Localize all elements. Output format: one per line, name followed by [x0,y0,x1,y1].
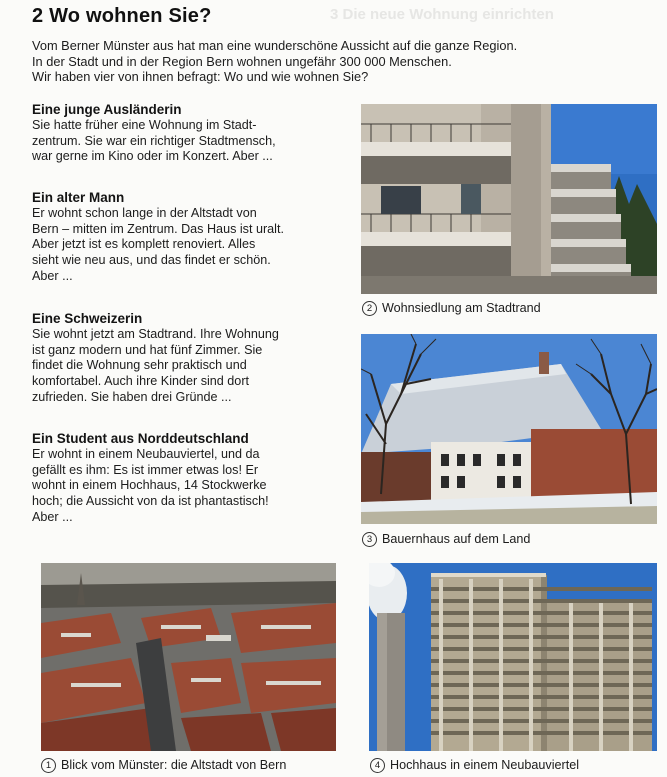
bleed-through-heading: 3 Die neue Wohnung einrichten [330,6,554,23]
section-junge-auslaenderin [32,102,332,165]
section-line: Sie hatte früher eine Wohnung im Stadt- [32,118,257,132]
section-heading: Ein alter Mann [32,190,125,205]
section-line: war gerne im Kino oder im Konzert. Aber ... [32,149,273,164]
caption-text: Wohnsiedlung am Stadtrand [382,301,541,315]
photo-altstadt-bern [41,563,336,751]
photo-wohnsiedlung [361,104,657,294]
caption-text: Blick vom Münster: die Altstadt von Bern [61,758,287,772]
page-title: 2 Wo wohnen Sie? [32,5,212,27]
section-schweizerin [32,311,332,406]
photo-hochhaus [369,563,657,751]
photo-caption [362,300,541,316]
section-heading: Ein Student aus Norddeutschland [32,431,249,446]
section-line: komfortabel. Auch ihre Kinder sind dort [32,374,250,389]
section-line: Er wohnt schon lange in der Altstadt von [32,206,257,220]
photo-number: 1 [41,758,56,773]
section-line: wohnt in einem Hochhaus, 14 Stockwerke [32,478,267,493]
section-line: Sie wohnt jetzt am Stadtrand. Ihre Wohnung [32,327,279,341]
photo-number: 4 [370,758,385,773]
section-alter-mann [32,190,332,285]
section-line: findet die Wohnung sehr praktisch und [32,358,247,373]
photo-number: 2 [362,301,377,316]
section-line: ist ganz modern und hat fünf Zimmer. Sie [32,342,263,357]
section-line: Er wohnt in einem Neubauviertel, und da [32,447,260,461]
caption-text: Hochhaus in einem Neubauviertel [390,758,580,772]
photo-caption [370,757,579,773]
photo-caption [41,757,286,773]
section-line: zufrieden. Sie haben drei Gründe ... [32,389,232,404]
intro-line: In der Stadt und in der Region Bern wohnen ungefähr 300 000 Menschen. [32,53,452,69]
section-line: Bern – mitten im Zentrum. Das Haus ist uralt. [32,221,284,236]
section-line: hoch; die Aussicht von da ist phantastisch! [32,494,269,509]
intro-line: Wir haben vier von ihnen befragt: Wo und wie wohnen Sie? [32,69,369,84]
photo-bauernhaus [361,334,657,524]
section-heading: Eine junge Ausländerin [32,102,182,117]
caption-text: Bauernhaus auf dem Land [382,532,531,546]
section-line: Aber ... [32,268,73,283]
photo-number: 3 [362,532,377,547]
section-line: zentrum. Sie war ein richtiger Stadtmensch, [32,133,276,148]
section-student [32,431,332,526]
section-heading: Eine Schweizerin [32,311,143,326]
photo-caption [362,531,530,547]
intro-paragraph [32,38,632,85]
section-line: sieht wie neu aus, und das findet er schön. [32,253,271,268]
section-line: Aber jetzt ist es komplett renoviert. Alles [32,237,256,252]
section-line: gefällt es ihm: Es ist immer etwas los! Er [32,462,259,477]
intro-line: Vom Berner Münster aus hat man eine wunderschöne Aussicht auf die ganze Region. [32,38,518,53]
section-line: Aber ... [32,509,73,524]
